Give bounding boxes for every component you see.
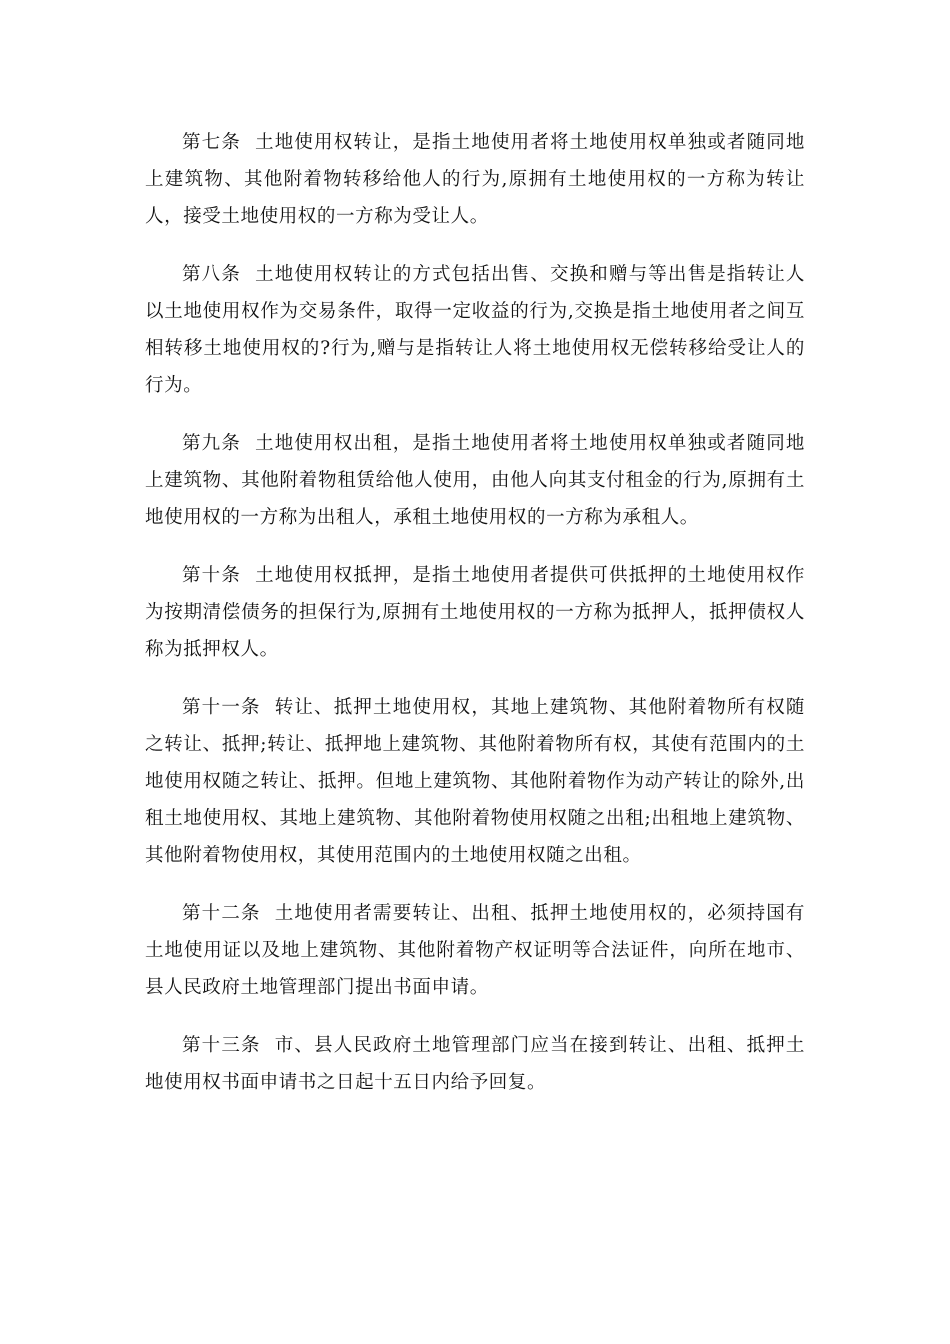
article-8-paragraph xyxy=(145,256,805,404)
article-9-paragraph xyxy=(145,425,805,536)
article-8-text: 土地使用权转让的方式包括出售、交换和赠与等出售是指转让人以土地使用权作为交易条件，取得一定收益的行为,交换是指土地使用者之间互相转移土地使用权的?行为,赠与是指转让人将土地使用权无偿转移给受让人的行为。 xyxy=(145,264,805,396)
article-11-number: 第十一条 xyxy=(182,697,261,718)
article-9-number: 第九条 xyxy=(182,433,241,454)
article-11-text: 转让、抵押土地使用权，其地上建筑物、其他附着物所有权随之转让、抵押;转让、抵押地上建筑物、其他附着物所有权，其使有范围内的土地使用权随之转让、抵押。但地上建筑物、其他附着物作为动产转让的除外,出租土地使用权、其地上建筑物、其他附着物使用权随之出租;出租地上建筑物、其他附着物使用权，其使用范围内的土地使用权随之出租。 xyxy=(145,697,805,866)
article-10-text: 土地使用权抵押，是指土地使用者提供可供抵押的土地使用权作为按期清偿债务的担保行为,原拥有土地使用权的一方称为抵押人，抵押债权人称为抵押权人。 xyxy=(145,565,805,660)
article-8-number: 第八条 xyxy=(182,264,241,285)
article-13-number: 第十三条 xyxy=(182,1035,261,1056)
article-12-number: 第十二条 xyxy=(182,903,261,924)
article-10-number: 第十条 xyxy=(182,565,241,586)
article-7-paragraph xyxy=(145,124,805,235)
article-10-paragraph xyxy=(145,557,805,668)
article-13-paragraph xyxy=(145,1027,805,1101)
article-7-text: 土地使用权转让，是指土地使用者将土地使用权单独或者随同地上建筑物、其他附着物转移给他人的行为,原拥有土地使用权的一方称为转让人，接受土地使用权的一方称为受让人。 xyxy=(145,132,805,227)
article-7-number: 第七条 xyxy=(182,132,241,153)
article-12-paragraph xyxy=(145,895,805,1006)
article-11-paragraph xyxy=(145,689,805,874)
article-13-text: 市、县人民政府土地管理部门应当在接到转让、出租、抵押土地使用权书面申请书之日起十五日内给予回复。 xyxy=(145,1035,805,1093)
article-12-text: 土地使用者需要转让、出租、抵押土地使用权的，必须持国有土地使用证以及地上建筑物、其他附着物产权证明等合法证件，向所在地市、县人民政府土地管理部门提出书面申请。 xyxy=(145,903,805,998)
document-body xyxy=(145,124,805,1122)
article-9-text: 土地使用权出租，是指土地使用者将土地使用权单独或者随同地上建筑物、其他附着物租赁给他人使用，由他人向其支付租金的行为,原拥有土地使用权的一方称为出租人，承租土地使用权的一方称为承租人。 xyxy=(145,433,805,528)
